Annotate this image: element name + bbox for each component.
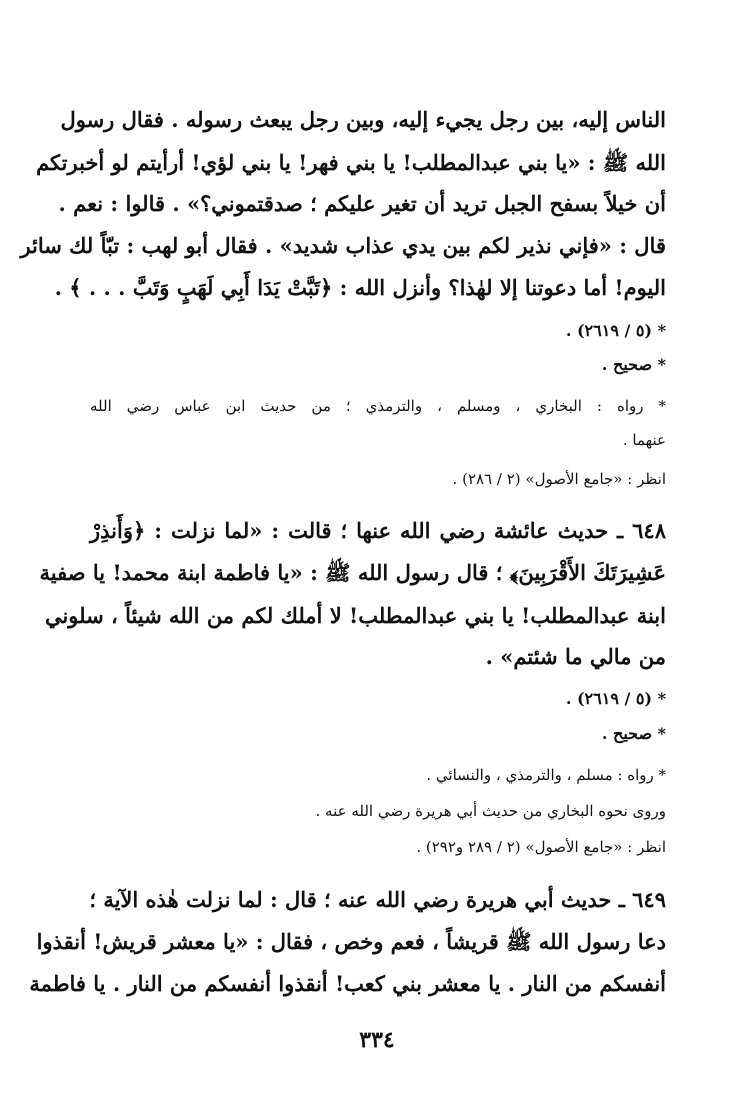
grading-note: * صحيح . <box>601 724 666 743</box>
source-note: انظر : «جامع الأصول» (٢ / ٢٨٦) . <box>452 470 666 488</box>
narration-note: * رواه : البخاري ، ومسلم ، والترمذي ؛ من حديث ابن عباس رضي الله <box>90 397 666 415</box>
hadith-line: ٦٤٨ ـ حديث عائشة رضي الله عنها ؛ قالت : «لما نزلت : ﴿وَأَنذِرْ <box>90 518 666 543</box>
text-line: أن خيلاً بسفح الجبل تريد أن تغير عليكم ؛ صدقتموني؟» . قالوا : نعم . <box>58 191 666 216</box>
grading-note: * صحيح . <box>601 355 666 374</box>
hadith-line: أنفسكم من النار . يا معشر بني كعب! أنقذوا أنفسكم من النار . يا فاطمة <box>29 971 666 996</box>
text-line: الناس إليه، بين رجل يجيء إليه، وبين رجل يبعث رسوله . فقال رسول <box>60 107 666 132</box>
hadith-line: من مالي ما شئتم» . <box>485 644 666 669</box>
hadith-line: دعا رسول الله ﷺ قريشاً ، فعم وخص ، فقال : «يا معشر قريش! أنقذوا <box>36 929 666 954</box>
reference-note: * (٥ / ٢٦١٩) . <box>565 321 666 340</box>
page-number: ٣٣٤ <box>359 1027 395 1053</box>
narration-note: * رواه : مسلم ، والترمذي ، والنسائي . <box>426 766 666 784</box>
hadith-line: ٦٤٩ ـ حديث أبي هريرة رضي الله عنه ؛ قال : لما نزلت هٰذه الآية ؛ <box>89 887 666 912</box>
narration-note: وروى نحوه البخاري من حديث أبي هريرة رضي الله عنه . <box>315 802 666 820</box>
text-line: الله ﷺ : «يا بني عبدالمطلب! يا بني فهر! يا بني لؤي! أرأيتم لو أخبرتكم <box>36 150 666 175</box>
text-line: قال : «فإني نذير لكم بين يدي عذاب شديد» . فقال أبو لهب : تبّاً لك سائر <box>20 233 666 258</box>
reference-note: * (٥ / ٢٦١٩) . <box>565 689 666 708</box>
narration-note: عنهما . <box>622 431 666 449</box>
source-note: انظر : «جامع الأصول» (٢ / ٢٨٩ و٢٩٢) . <box>416 838 666 856</box>
hadith-line: عَشِيرَتَكَ الأَقْرَبِينَ﴾ ؛ قال رسول الله ﷺ : «يا فاطمة ابنة محمد! يا صفية <box>39 560 666 585</box>
text-line: اليوم! أما دعوتنا إلا لهٰذا؟ وأنزل الله : ﴿تَبَّتْ يَدَا أَبِي لَهَبٍ وَتَبَّ . . . ﴾ . <box>54 275 666 300</box>
hadith-line: ابنة عبدالمطلب! يا بني عبدالمطلب! لا أملك لكم من الله شيئاً ، سلوني <box>44 603 666 628</box>
